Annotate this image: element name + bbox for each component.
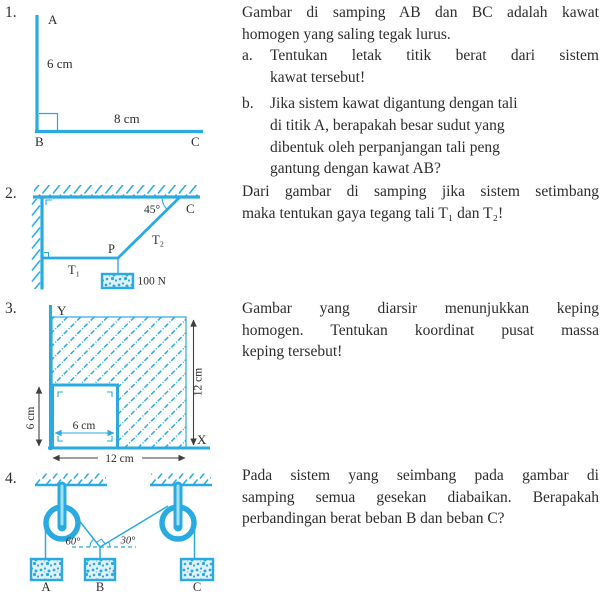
dim-width-label: 12 cm xyxy=(105,453,134,465)
weight-c-label: C xyxy=(192,580,202,594)
text-line: Pada sistem yang seimbang pada gambar di xyxy=(242,467,599,484)
point-p-label: P xyxy=(108,242,115,256)
problem-4-number: 4. xyxy=(5,470,17,487)
problem-3-text xyxy=(242,298,599,363)
point-c-label: C xyxy=(186,201,195,216)
point-a-label: A xyxy=(48,12,58,27)
list-item-b xyxy=(242,93,599,179)
problem-3-diagram xyxy=(0,297,240,468)
item-marker: a. xyxy=(242,47,253,65)
text-line: homogen. Tentukan koordinat pusat massa xyxy=(242,321,599,339)
point-b-label: B xyxy=(35,134,44,149)
angle-45-label: 45° xyxy=(143,204,161,216)
problem-2-number: 2. xyxy=(5,185,17,202)
dim-height-label: 12 cm xyxy=(192,367,205,397)
problem-1-text xyxy=(242,2,599,180)
angle-60-label: 60° xyxy=(65,536,81,548)
text-line: homogen yang saling tegak lurus. xyxy=(242,25,451,43)
problem-3-number: 3. xyxy=(5,300,17,317)
text-line: Jika sistem kawat digantung dengan tali xyxy=(270,95,518,113)
dim-cut-height-label: 6 cm xyxy=(25,406,37,430)
corner-mark xyxy=(46,200,52,205)
y-axis-label: Y xyxy=(57,303,67,318)
text-line: maka tentukan gaya tegang tali T₁ dan T₂! xyxy=(242,204,504,222)
text-line: dibentuk oleh perpanjangan tali peng xyxy=(270,138,500,156)
text-line: perbandingan berat beban B dan beban C? xyxy=(242,510,505,528)
problem-4-text xyxy=(242,465,599,530)
angle-arc-30 xyxy=(109,542,110,547)
weight-b-block xyxy=(85,559,115,580)
problem-2-diagram xyxy=(0,183,235,295)
x-axis-label: X xyxy=(197,432,207,447)
weight-b-label: B xyxy=(95,580,105,594)
text-line: Dari gambar di samping jika sistem setimbang xyxy=(242,183,599,200)
text-line: keping tersebut! xyxy=(242,343,343,361)
angle-arc-60 xyxy=(90,539,94,547)
length-ab-label: 6 cm xyxy=(47,56,73,71)
list-item-a xyxy=(242,45,599,88)
problem-1-number: 1. xyxy=(5,4,17,21)
right-angle-mark xyxy=(39,114,58,131)
weight-c-block xyxy=(181,559,213,580)
load-block xyxy=(102,274,133,288)
tension-t2-label: T₂ xyxy=(152,233,164,247)
wall-hatch xyxy=(31,199,42,289)
angle-arc xyxy=(162,197,167,209)
item-marker: b. xyxy=(242,95,254,113)
load-weight-label: 100 N xyxy=(137,275,166,288)
point-c-label: C xyxy=(191,134,200,149)
length-bc-label: 8 cm xyxy=(114,111,140,126)
text-line: Tentukan letak titik berat dari sistem xyxy=(270,47,599,65)
ceiling-hatch xyxy=(34,185,199,196)
text-line: samping semua gesekan diabaikan. Berapakah xyxy=(242,488,599,506)
dim-cut-width-label: 6 cm xyxy=(72,420,96,432)
weight-a-block xyxy=(31,559,62,580)
text-line: kawat tersebut! xyxy=(270,68,366,86)
text-line: gantung dengan kawat AB? xyxy=(270,160,441,178)
problem-1-diagram xyxy=(0,0,235,160)
tension-t1-label: T₁ xyxy=(68,263,80,277)
angle-30-label: 30° xyxy=(120,535,136,547)
weight-a-label: A xyxy=(41,580,51,594)
cutout-square xyxy=(53,385,118,448)
problem-4-diagram xyxy=(0,468,235,596)
text-line: di titik A, berapakah besar sudut yang xyxy=(270,116,505,134)
text-line: Gambar di samping AB dan BC adalah kawat xyxy=(242,4,599,21)
text-line: Gambar yang diarsir menunjukkan keping xyxy=(242,300,599,317)
ceiling-hatch-right xyxy=(151,474,211,485)
ceiling-hatch-left xyxy=(36,474,106,485)
problem-2-text xyxy=(242,181,599,224)
